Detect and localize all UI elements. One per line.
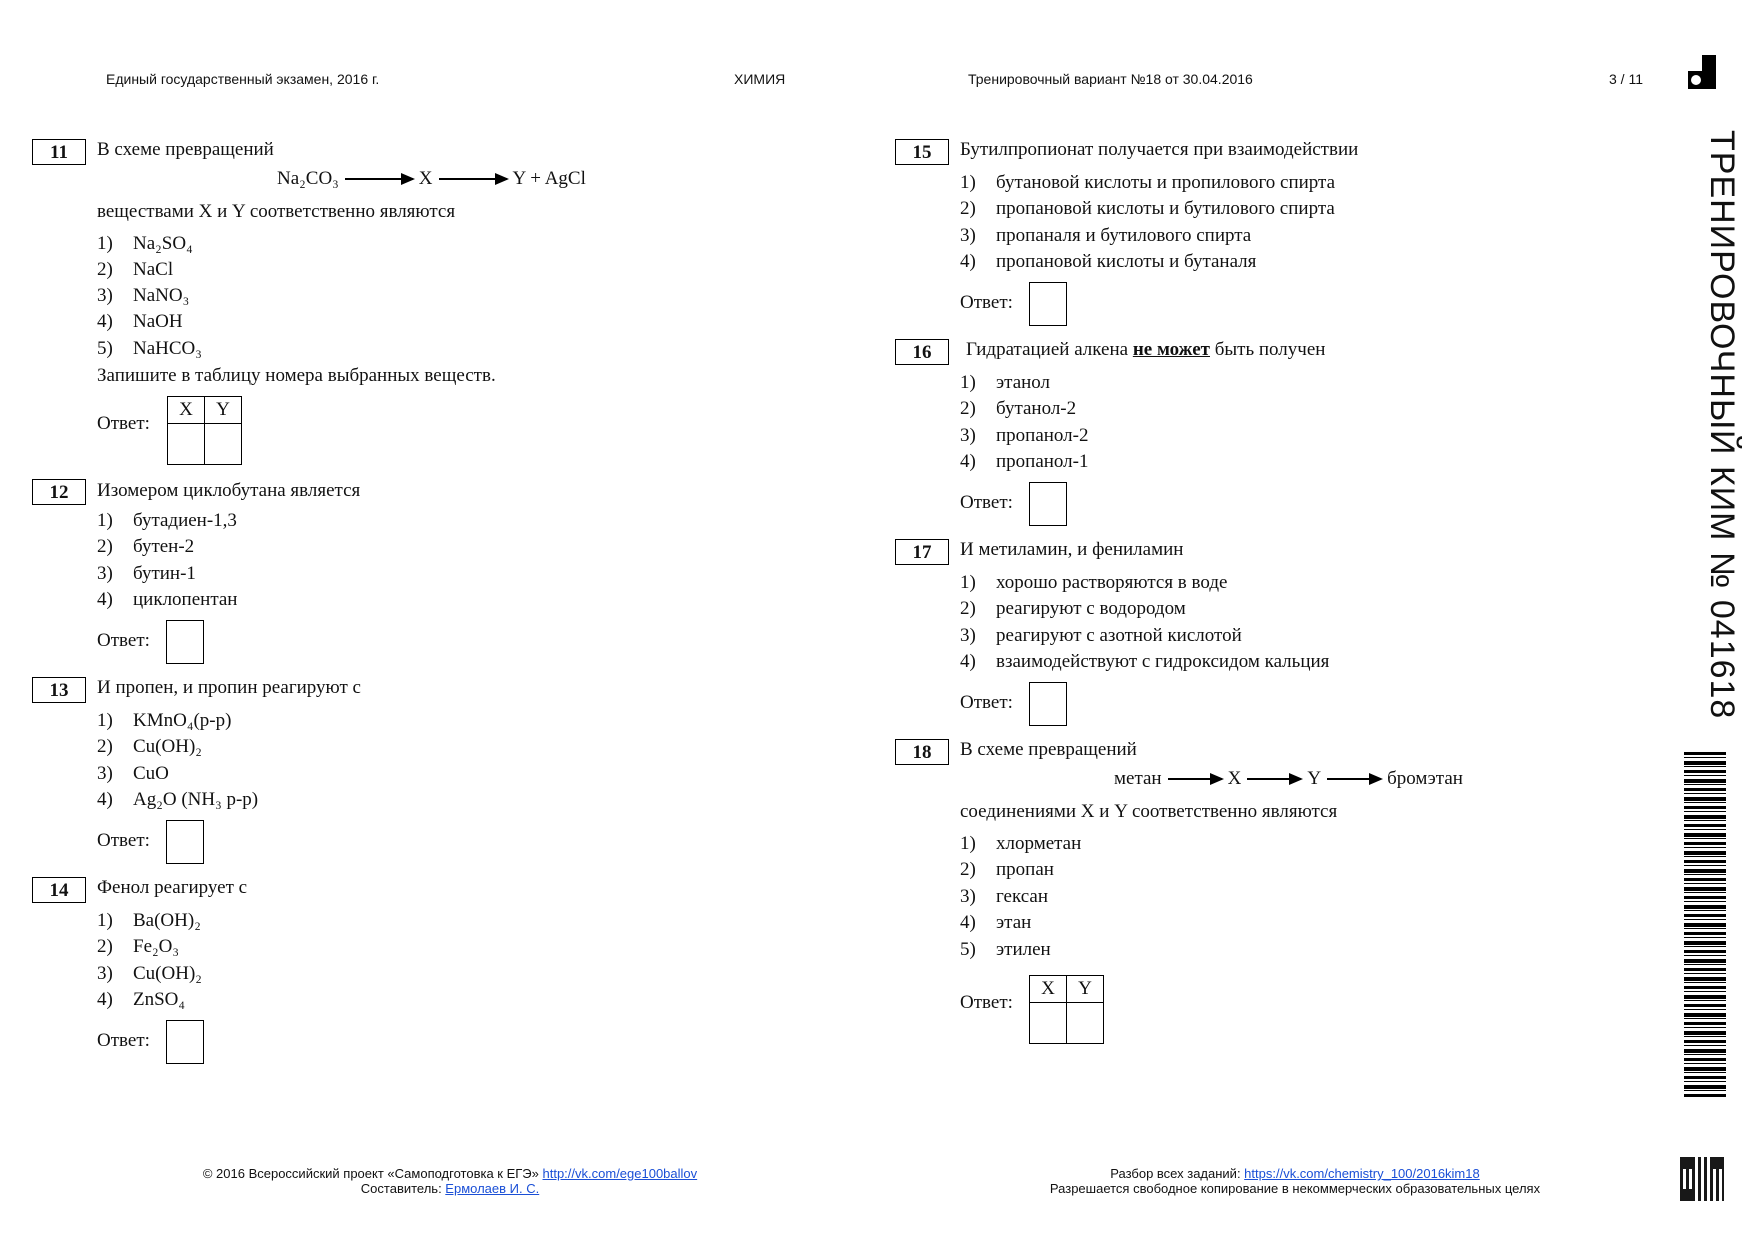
- side-title: ТРЕНИРОВОЧНЫЙ КИМ № 041618: [1703, 130, 1741, 720]
- answer-cell-y[interactable]: [205, 424, 242, 465]
- answer-cell-y[interactable]: [1067, 1003, 1104, 1044]
- emphasis: не может: [1132, 339, 1210, 360]
- footer-left: © 2016 Всероссийский проект «Самоподготовка к ЕГЭ» http://vk.com/ege100ballov Составитель: Ермолаев И. С.: [202, 1166, 698, 1196]
- reaction-scheme: [277, 168, 586, 190]
- header-variant: Тренировочный вариант №18 от 30.04.2016: [968, 71, 1253, 87]
- option: 2) пропановой кислоты и бутилового спирта: [960, 198, 1335, 219]
- option: 2) Fe₂O₃: [97, 936, 179, 957]
- option: 4) циклопентан: [97, 589, 238, 610]
- option: 4) Ag₂O (NH₃ р-р): [97, 789, 259, 810]
- option: 3) бутин-1: [97, 563, 196, 584]
- answer-label: Ответ:: [97, 413, 150, 434]
- answer-label: Ответ:: [960, 292, 1013, 313]
- answer-label: Ответ:: [960, 992, 1013, 1013]
- arrow-icon: [345, 178, 413, 180]
- option: 5) NaHCO₃: [97, 338, 202, 359]
- arrow-icon: [1168, 778, 1222, 780]
- col-x: X: [168, 397, 205, 424]
- question-text: В схеме превращений: [97, 139, 274, 160]
- answer-label: Ответ:: [960, 692, 1013, 713]
- option: 2) пропан: [960, 859, 1054, 880]
- answer-box[interactable]: [166, 1020, 204, 1064]
- option: 2) бутен-2: [97, 536, 195, 557]
- arrow-icon: [439, 178, 507, 180]
- answer-box[interactable]: [1029, 282, 1067, 326]
- option: 5) этилен: [960, 939, 1051, 960]
- scheme-end: Y + AgCl: [512, 168, 586, 189]
- option: 2) реагируют с водородом: [960, 598, 1186, 619]
- question-text: Изомером циклобутана является: [97, 480, 361, 501]
- question-number: 15: [895, 139, 949, 165]
- arrow-icon: [1247, 778, 1301, 780]
- answer-cell-x[interactable]: [1030, 1003, 1067, 1044]
- answer-table[interactable]: [1029, 975, 1104, 1044]
- question-text: Бутилпропионат получается при взаимодействии: [960, 139, 1359, 160]
- answer-box[interactable]: [166, 820, 204, 864]
- option: 4) ZnSO₄: [97, 989, 186, 1010]
- question-text: Гидратацией алкена не может быть получен: [966, 339, 1326, 360]
- reaction-scheme: [1114, 768, 1463, 790]
- scheme-start: метан: [1114, 768, 1162, 789]
- qr-code: [1680, 1157, 1724, 1201]
- option: 4) пропановой кислоты и бутаналя: [960, 251, 1257, 272]
- option: 4) пропанол-1: [960, 451, 1089, 472]
- option: 4) этан: [960, 912, 1032, 933]
- scheme-x: X: [1227, 768, 1242, 789]
- option: 1) KMnO₄(р-р): [97, 710, 232, 731]
- scheme-end: бромэтан: [1387, 768, 1463, 789]
- header-subject: ХИМИЯ: [734, 71, 786, 87]
- col-y: Y: [205, 397, 242, 424]
- footer-link-author[interactable]: Ермолаев И. С.: [445, 1181, 540, 1196]
- question-text: В схеме превращений: [960, 739, 1137, 760]
- scheme-x: X: [418, 168, 433, 189]
- option: 2) NaCl: [97, 259, 174, 280]
- barcode: [1684, 752, 1726, 1099]
- question-number: 11: [32, 139, 86, 165]
- option: 2) бутанол-2: [960, 398, 1077, 419]
- option: 1) бутадиен-1,3: [97, 510, 237, 531]
- option: 3) Cu(OH)₂: [97, 963, 202, 984]
- question-text-after: соединениями X и Y соответственно являются: [960, 801, 1338, 822]
- option: 4) взаимодействуют с гидроксидом кальция: [960, 651, 1330, 672]
- footer-link-project[interactable]: http://vk.com/ege100ballov: [542, 1166, 698, 1181]
- question-number: 16: [895, 339, 949, 365]
- scheme-start: Na₂CO₃: [277, 168, 339, 189]
- option: 3) реагируют с азотной кислотой: [960, 625, 1242, 646]
- header-page-number: 3 / 11: [1609, 71, 1643, 87]
- question-number: 18: [895, 739, 949, 765]
- option: 3) CuO: [97, 763, 169, 784]
- question-text: Фенол реагирует с: [97, 877, 248, 898]
- answer-box[interactable]: [1029, 682, 1067, 726]
- option: 1) этанол: [960, 372, 1051, 393]
- footer-link-solutions[interactable]: https://vk.com/chemistry_100/2016kim18: [1244, 1166, 1480, 1181]
- scheme-y: Y: [1307, 768, 1322, 789]
- header-exam-title: Единый государственный экзамен, 2016 г.: [106, 71, 380, 87]
- answer-box[interactable]: [1029, 482, 1067, 526]
- option: 1) хорошо растворяются в воде: [960, 572, 1228, 593]
- question-number: 17: [895, 539, 949, 565]
- answer-label: Ответ:: [960, 492, 1013, 513]
- question-text: И пропен, и пропин реагируют с: [97, 677, 361, 698]
- option: 1) Ba(OH)₂: [97, 910, 201, 931]
- footer-right: Разбор всех заданий: https://vk.com/chemistry_100/2016kim18 Разрешается свободное копирование в некоммерческих образовательных целях: [1049, 1166, 1541, 1196]
- answer-box[interactable]: [166, 620, 204, 664]
- question-text-after: веществами X и Y соответственно являются: [97, 201, 456, 222]
- option: 3) пропанол-2: [960, 425, 1089, 446]
- answer-cell-x[interactable]: [168, 424, 205, 465]
- answer-label: Ответ:: [97, 630, 150, 651]
- option: 2) Cu(OH)₂: [97, 736, 202, 757]
- question-text: И метиламин, и фениламин: [960, 539, 1184, 560]
- answer-table[interactable]: [167, 396, 242, 465]
- question-number: 13: [32, 677, 86, 703]
- answer-label: Ответ:: [97, 830, 150, 851]
- option: 3) NaNO₃: [97, 285, 190, 306]
- col-x: X: [1030, 976, 1067, 1003]
- option: 1) Na₂SO₄: [97, 233, 193, 254]
- question-number: 12: [32, 479, 86, 505]
- col-y: Y: [1067, 976, 1104, 1003]
- logo-icon: [1688, 55, 1716, 89]
- option: 3) гексан: [960, 886, 1048, 907]
- option: 1) бутановой кислоты и пропилового спирта: [960, 172, 1336, 193]
- arrow-icon: [1327, 778, 1381, 780]
- option: 4) NaOH: [97, 311, 183, 332]
- option: 1) хлорметан: [960, 833, 1082, 854]
- question-number: 14: [32, 877, 86, 903]
- instruction: Запишите в таблицу номера выбранных веществ.: [97, 365, 496, 386]
- option: 3) пропаналя и бутилового спирта: [960, 225, 1252, 246]
- answer-label: Ответ:: [97, 1030, 150, 1051]
